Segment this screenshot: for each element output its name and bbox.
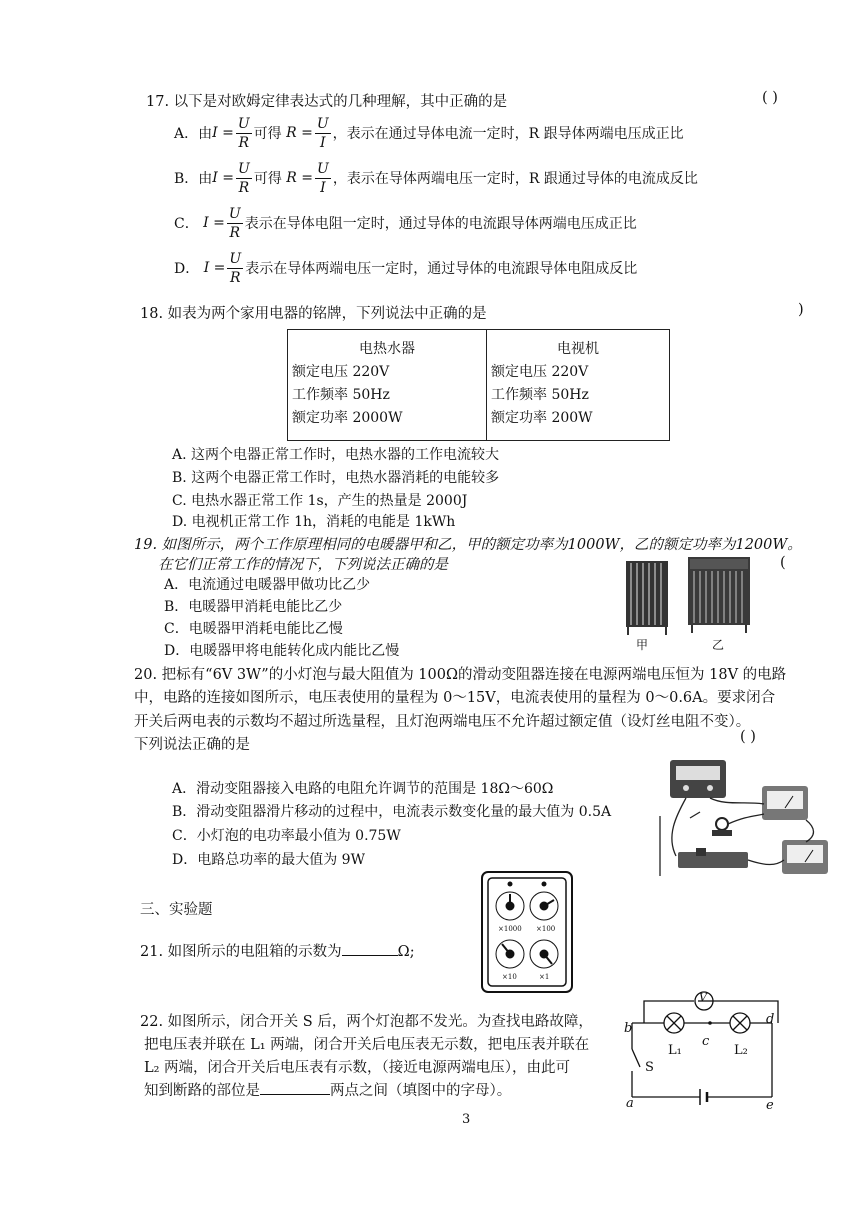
q20-line1: 20. 把标有“6V 3W”的小灯泡与最大阻值为 100Ω的滑动变阻器连接在电源两端电压恒为 18V 的电路: [134, 667, 787, 683]
q21-stem: [140, 940, 415, 961]
q19-stem-line1: 19. 如图所示，两个工作原理相同的电暖器甲和乙，甲的额定功率为1000W，乙的额定功率为1200W。: [134, 537, 802, 553]
q19-stem-line2: 在它们正常工作的情况下，下列说法正确的是: [158, 557, 448, 573]
q18-option-c[interactable]: C. 电热水器正常工作 1s，产生的热量是 2000J: [172, 493, 468, 509]
q20-line3: 开关后两电表的示数均不超过所选量程，且灯泡两端电压不允许超过额定值（设灯丝电阻不变）。: [134, 714, 751, 730]
point-d-label: d: [766, 1012, 775, 1027]
point-c-label: c: [702, 1034, 710, 1049]
lamp-l1-label: L₁: [668, 1043, 682, 1058]
q22-line1: 22. 如图所示，闭合开关 S 后，两个灯泡都不发光。为查找电路故障，: [140, 1014, 593, 1030]
q18-answer-paren: ): [798, 302, 804, 318]
water-heater-voltage: 额定电压 220V: [292, 364, 390, 380]
q17-option-b[interactable]: B．由 I = $\frac{U}{R}$ 可得 R = $\frac{U}{I}$ ，表示在导体两端电压一定时，R 跟通过导体的电流成反比: [174, 160, 698, 196]
water-heater-frequency: 工作频率 50Hz: [292, 387, 390, 403]
q19-option-a[interactable]: A．电流通过电暖器甲做功比乙少: [164, 577, 371, 593]
tv-plate: [487, 330, 670, 441]
voltmeter-label: V: [699, 991, 707, 1004]
q19-option-b[interactable]: B．电暖器甲消耗电能比乙少: [164, 599, 343, 615]
lamp-l2-label: L₂: [734, 1043, 748, 1058]
ammeter-image: [782, 840, 828, 874]
q18-option-a[interactable]: A. 这两个电器正常工作时，电热水器的工作电流较大: [172, 447, 500, 463]
q17-option-a[interactable]: A．由 I = $\frac{U}{R}$ 可得 R = $\frac{U}{I}$ ，表示在通过导体电流一定时，R 跟导体两端电压成正比: [174, 115, 684, 151]
switch-s-label: S: [645, 1060, 654, 1075]
q22-line4: [144, 1079, 511, 1100]
dial-label-x1000: ×1000: [498, 925, 522, 933]
water-heater-title: 电热水器: [359, 341, 415, 357]
heater-yi-label: 乙: [712, 638, 725, 652]
nameplate-table: [287, 329, 670, 441]
q17-option-c[interactable]: C． I = $\frac{U}{R}$ 表示在导体电阻一定时，通过导体的电流跟导体两端电压成正比: [174, 205, 637, 241]
q20-option-d[interactable]: D．电路总功率的最大值为 9W: [172, 852, 365, 868]
q20-option-c[interactable]: C．小灯泡的电功率最小值为 0.75W: [172, 828, 401, 844]
q21-stem-text: 21. 如图所示的电阻箱的示数为: [140, 944, 342, 960]
q21-answer-blank[interactable]: [342, 955, 398, 956]
q17-option-d[interactable]: D． I = $\frac{U}{R}$ 表示在导体两端电压一定时，通过导体的电流跟导体电阻成反比: [174, 250, 638, 286]
q22-line4-pre: 知到断路的部位是: [144, 1083, 260, 1099]
resistance-box-figure: [480, 870, 574, 994]
q18-option-d[interactable]: D. 电视机正常工作 1h，消耗的电能是 1kWh: [172, 514, 456, 530]
q17-answer-paren: ( ): [762, 90, 778, 106]
q20-option-a[interactable]: A．滑动变阻器接入电路的电阻允许调节的范围是 18Ω～60Ω: [172, 781, 554, 797]
q22-line4-post: 两点之间（填图中的字母）。: [330, 1083, 512, 1099]
q21-unit: Ω;: [397, 944, 415, 960]
heater-jia-label: 甲: [636, 638, 649, 652]
q20-answer-paren: ( ): [740, 729, 756, 745]
node-c: [708, 1021, 712, 1025]
tv-frequency: 工作频率 50Hz: [491, 387, 589, 403]
heater-jia-image: [626, 561, 668, 635]
point-b-label: b: [624, 1021, 633, 1036]
q19-option-d[interactable]: D．电暖器甲将电能转化成内能比乙慢: [164, 643, 400, 659]
dial-label-x100: ×100: [536, 925, 556, 933]
q18-stem: 18. 如表为两个家用电器的铭牌，下列说法中正确的是: [140, 306, 487, 322]
point-a-label: a: [626, 1096, 634, 1111]
point-e-label: e: [766, 1098, 774, 1113]
q17-stem: 17. 以下是对欧姆定律表达式的几种理解，其中正确的是: [146, 94, 508, 110]
q22-line2: 把电压表并联在 L₁ 两端，闭合开关后电压表无示数，把电压表并联在: [144, 1037, 590, 1053]
tv-power: 额定功率 200W: [491, 410, 593, 426]
tv-voltage: 额定电压 220V: [491, 364, 589, 380]
dial-label-x10: ×10: [502, 973, 517, 981]
q22-answer-blank[interactable]: [260, 1094, 330, 1095]
q20-circuit-figure: [656, 756, 856, 886]
switch-s-symbol: [632, 1049, 640, 1067]
page-number: 3: [462, 1112, 471, 1127]
tv-title: 电视机: [557, 341, 599, 357]
rheostat-image: [678, 848, 748, 868]
q20-line2: 中，电路的连接如图所示，电压表使用的量程为 0～15V，电流表使用的量程为 0～0.6A。要求闭合: [134, 690, 776, 706]
q18-option-b[interactable]: B. 这两个电器正常工作时，电热水器消耗的电能较多: [172, 470, 500, 486]
bulb-image: [712, 818, 732, 836]
power-supply-image: [670, 760, 726, 798]
voltmeter-image: [762, 786, 808, 820]
q22-line3: L₂ 两端，闭合开关后电压表有示数，（接近电源两端电压），由此可: [144, 1060, 571, 1076]
water-heater-plate: [288, 330, 487, 441]
section-three-heading: 三、实验题: [140, 902, 213, 918]
q19-option-c[interactable]: C．电暖器甲消耗电能比乙慢: [164, 621, 343, 637]
water-heater-power: 额定功率 2000W: [292, 410, 403, 426]
q19-answer-paren: (: [780, 555, 786, 571]
heater-yi-image: [688, 557, 750, 633]
q20-option-b[interactable]: B．滑动变阻器滑片移动的过程中，电流表示数变化量的最大值为 0.5A: [172, 804, 612, 820]
q20-line4: 下列说法正确的是: [134, 737, 250, 753]
dial-label-x1: ×1: [539, 973, 550, 981]
